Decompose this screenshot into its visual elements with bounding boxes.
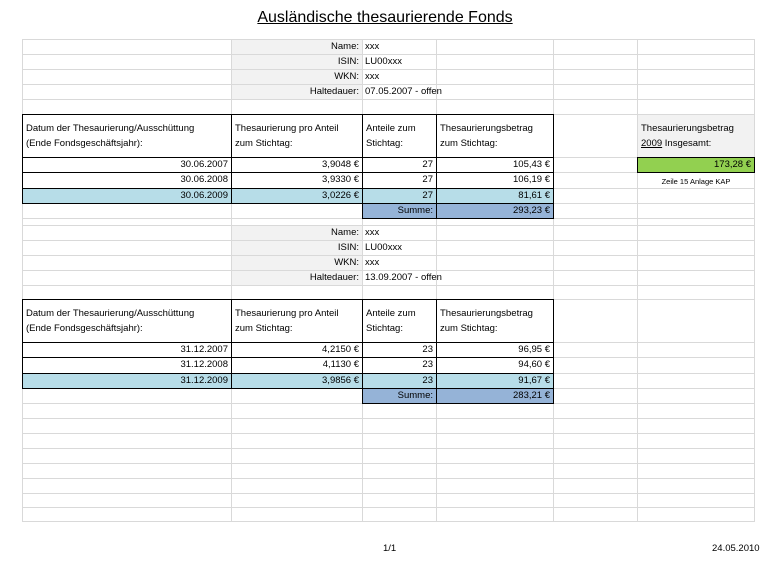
fund2-name-label: Name: bbox=[331, 227, 359, 238]
table-row-cell: 3,0226 € bbox=[322, 190, 359, 201]
gridline bbox=[22, 39, 23, 521]
fund2-isin-label: ISIN: bbox=[337, 242, 359, 253]
table-row-cell: 94,60 € bbox=[518, 359, 550, 370]
table-row-cell: 30.06.2008 bbox=[180, 174, 228, 185]
table-row-cell: 4,1130 € bbox=[322, 359, 359, 370]
total-label: Thesaurierungsbetrag 2009 Insgesamt: bbox=[641, 123, 734, 149]
table-row-cell: 31.12.2009 bbox=[180, 375, 228, 386]
fund1-header-shares: Anteile zum Stichtag: bbox=[366, 123, 416, 149]
print-date: 24.05.2010 bbox=[712, 543, 760, 554]
total-note: Zeile 15 Anlage KAP bbox=[661, 177, 731, 186]
gridline bbox=[22, 507, 755, 508]
fund1-header-per-share: Thesaurierung pro Anteil zum Stichtag: bbox=[235, 123, 339, 149]
table-row-cell: 27 bbox=[422, 159, 433, 170]
fund1-name-value: xxx bbox=[365, 41, 380, 52]
fund1-wkn-label: WKN: bbox=[334, 71, 359, 82]
table-row-cell: 27 bbox=[422, 190, 433, 201]
table-row-cell: 31.12.2007 bbox=[180, 344, 228, 355]
fund1-sum-label: Summe: bbox=[397, 205, 433, 216]
fund1-holding-label: Haltedauer: bbox=[309, 86, 359, 97]
fund2-isin-value: LU00xxx bbox=[365, 242, 402, 253]
gridline bbox=[22, 493, 755, 494]
table-row-cell: 106,19 € bbox=[513, 174, 550, 185]
fund1-isin-value: LU00xxx bbox=[365, 56, 402, 67]
fund2-header-shares: Anteile zum Stichtag: bbox=[366, 308, 416, 334]
gridline bbox=[22, 448, 755, 449]
fund2-holding-value: 13.09.2007 - offen bbox=[365, 272, 442, 283]
gridline bbox=[553, 39, 554, 521]
gridline bbox=[22, 433, 755, 434]
gridline bbox=[22, 463, 755, 464]
fund1-holding-value: 07.05.2007 - offen bbox=[365, 86, 442, 97]
total-value: 173,28 € bbox=[714, 159, 751, 170]
table-row-cell: 81,61 € bbox=[518, 190, 550, 201]
table-row-cell: 3,9330 € bbox=[322, 174, 359, 185]
table-row-cell: 105,43 € bbox=[513, 159, 550, 170]
fund2-holding-label: Haltedauer: bbox=[309, 272, 359, 283]
page-number: 1/1 bbox=[383, 543, 397, 554]
fund2-sum-label: Summe: bbox=[397, 390, 433, 401]
table-row-cell: 23 bbox=[422, 344, 433, 355]
gridline bbox=[22, 418, 755, 419]
gridline bbox=[22, 478, 755, 479]
fund1-header-amount: Thesaurierungsbetrag zum Stichtag: bbox=[440, 123, 533, 149]
fund2-header-amount: Thesaurierungsbetrag zum Stichtag: bbox=[440, 308, 533, 334]
gridline bbox=[22, 521, 755, 522]
fund2-wkn-value: xxx bbox=[365, 257, 380, 268]
fund1-name-label: Name: bbox=[331, 41, 359, 52]
table-row-cell: 3,9048 € bbox=[322, 159, 359, 170]
table-row-cell: 23 bbox=[422, 359, 433, 370]
table-row-cell: 27 bbox=[422, 174, 433, 185]
fund2-sum-value: 283,21 € bbox=[513, 390, 550, 401]
fund1-wkn-value: xxx bbox=[365, 71, 380, 82]
gridline bbox=[754, 39, 755, 521]
table-row-cell: 96,95 € bbox=[518, 344, 550, 355]
table-row-cell: 31.12.2008 bbox=[180, 359, 228, 370]
gridline bbox=[22, 99, 755, 100]
fund2-header-date: Datum der Thesaurierung/Ausschüttung (Ende Fondsgeschäftsjahr): bbox=[26, 308, 195, 334]
fund1-sum-value: 293,23 € bbox=[513, 205, 550, 216]
table-row-cell: 3,9856 € bbox=[322, 375, 359, 386]
fund2-wkn-label: WKN: bbox=[334, 257, 359, 268]
table-row-cell: 91,67 € bbox=[518, 375, 550, 386]
gridline bbox=[637, 39, 638, 521]
fund2-header-per-share: Thesaurierung pro Anteil zum Stichtag: bbox=[235, 308, 339, 334]
table-row-cell: 30.06.2007 bbox=[180, 159, 228, 170]
gridline bbox=[22, 285, 755, 286]
table-row-cell: 4,2150 € bbox=[322, 344, 359, 355]
page-title: Ausländische thesaurierende Fonds bbox=[257, 9, 513, 26]
fund1-isin-label: ISIN: bbox=[337, 56, 359, 67]
fund2-name-value: xxx bbox=[365, 227, 380, 238]
fund1-header-date: Datum der Thesaurierung/Ausschüttung (Ende Fondsgeschäftsjahr): bbox=[26, 123, 195, 149]
table-row-cell: 23 bbox=[422, 375, 433, 386]
table-row-cell: 30.06.2009 bbox=[180, 190, 228, 201]
